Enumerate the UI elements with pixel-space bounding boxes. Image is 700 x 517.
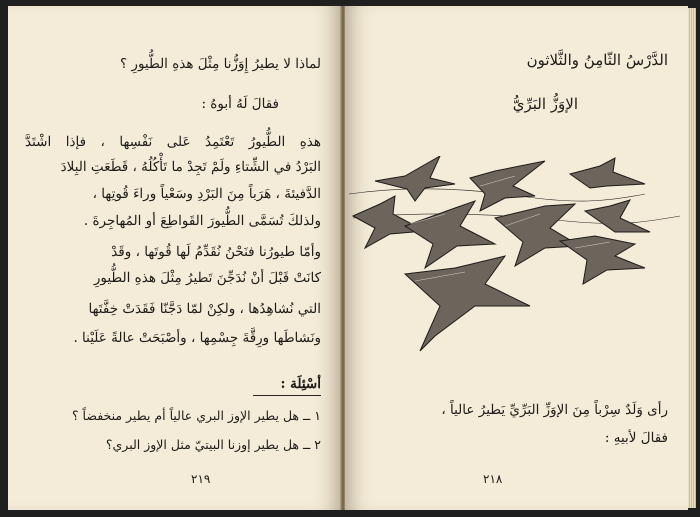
question-1: ١ ــ هل يطير الإوز البري عالياً أم يطير منخفضاً ؟ bbox=[71, 408, 321, 423]
left-page bbox=[8, 6, 341, 510]
heading-underline bbox=[253, 395, 321, 396]
question-2: ٢ ــ هل يطير إوزنا البيتيّ مثل الإوز البري؟ bbox=[105, 437, 321, 452]
text-line: لماذا لا يطيرُ إِوَزُّنا مِثْلَ هذهِ الطُّيورِ ؟ bbox=[119, 56, 321, 72]
lesson-subtitle: الإوَزُّ البَرِّيُّ bbox=[512, 95, 578, 113]
text-line: وأمّا طيورُنا فنَحْنُ نُقَدِّمُ لَها قُوتَها ، وقَدْ bbox=[111, 244, 321, 260]
page-number: ٢١٨ bbox=[483, 472, 503, 486]
page-number: ٢١٩ bbox=[191, 472, 211, 486]
text-line: ولذلكَ تُسَمَّى الطُّيورَ القَواطِعَ أو المُهاجِرةَ . bbox=[83, 213, 321, 229]
page-edges bbox=[688, 8, 696, 508]
text-line: التي نُشاهِدُها ، ولكِنْ لمّا دَجَّنّا فَقَدَتْ خِفَّتَها bbox=[88, 301, 321, 317]
text-line: فقالَ لَهُ أبوهُ : bbox=[201, 96, 279, 112]
text-line: البَرْدُ في الشِّتاءِ ولَمْ تَجِدْ ما تَأْكُلُهُ ، قَطَعَتِ البِلادَ bbox=[60, 159, 321, 175]
right-page bbox=[345, 6, 688, 510]
text-line: هذهِ الطُّيورُ تَعْتَمِدُ عَلى نَفْسِها ، فإذا اشْتَدَّ bbox=[25, 134, 321, 150]
questions-heading: أسْئِلَة : bbox=[280, 376, 321, 392]
text-line: كانَتْ قَبْلَ أنْ نُدَجِّنَ تَطيرُ مِثْلَ هذهِ الطُّيورِ bbox=[93, 270, 321, 286]
text-line: فقالَ لأبيهِ : bbox=[604, 430, 668, 446]
flying-geese-illustration bbox=[345, 156, 688, 366]
lesson-title: الدَّرْسُ الثّامِنُ والثَّلاثون bbox=[526, 51, 668, 69]
text-line: ونَشاطَها ورِقَّةَ جِسْمِها ، وأصْبَحَتْ عالةً عَلَيْنا . bbox=[73, 330, 321, 346]
text-line: رأى وَلَدٌ سِرْباً مِنَ الإوَزِّ البَرِّيِّ يَطيرُ عالياً ، bbox=[441, 402, 668, 418]
text-line: الدَّفيئةَ ، هَرَباً مِنَ البَرْدِ وسَعْياً وراءَ قُوتِها ، bbox=[92, 186, 321, 202]
